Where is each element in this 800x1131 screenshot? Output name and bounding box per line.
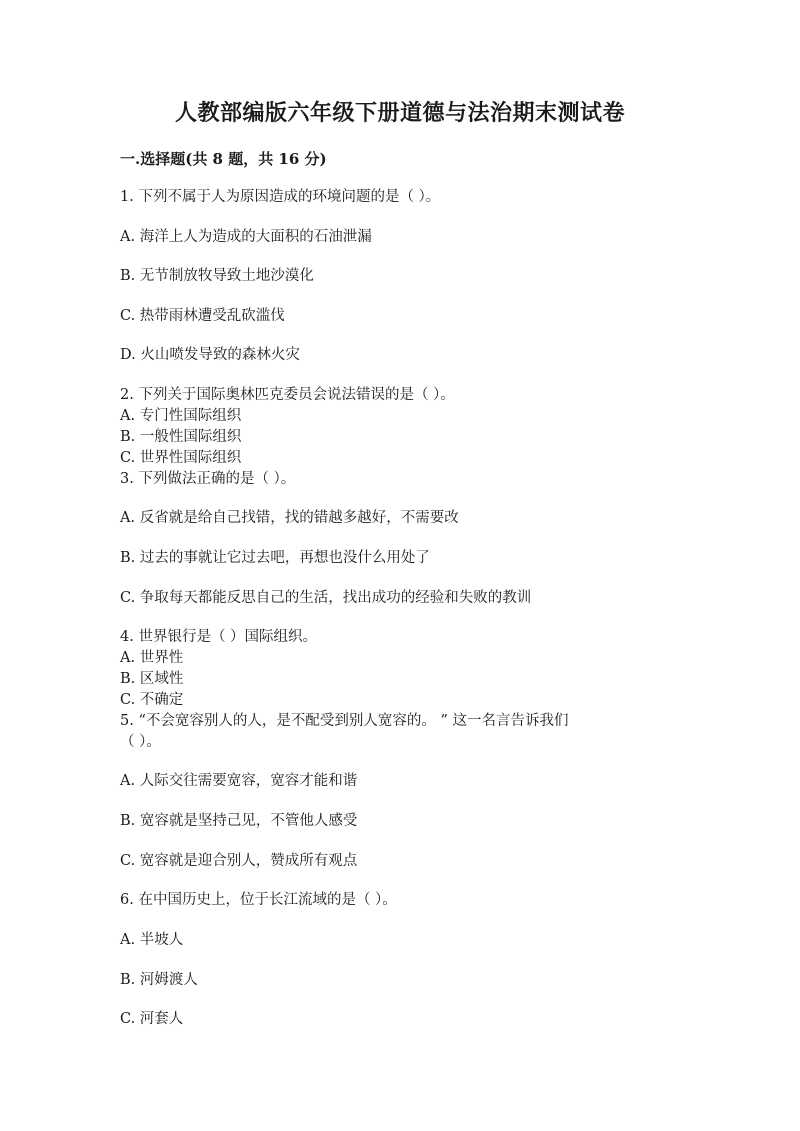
question-1-option-c: C. 热带雨林遭受乱砍滥伐 [120,308,285,324]
question-3-option-a: A. 反省就是给自己找错，找的错越多越好，不需要改 [120,510,459,526]
question-6-stem: 6. 在中国历史上，位于长江流域的是（ ）。 [120,892,397,908]
question-5-stem: 5. “不会宽容别人的人，是不配受到别人宽容的。 ” 这一名言告诉我们 [120,713,569,729]
question-2-option-a: A. 专门性国际组织 [120,408,242,424]
question-3-option-b: B. 过去的事就让它过去吧，再想也没什么用处了 [120,550,430,566]
question-6-option-c: C. 河套人 [120,1011,184,1027]
question-2-option-b: B. 一般性国际组织 [120,429,242,445]
question-1-option-b: B. 无节制放牧导致土地沙漠化 [120,268,314,284]
question-1-option-a: A. 海洋上人为造成的大面积的石油泄漏 [120,229,372,245]
section-heading: 一.选择题(共 8 题，共 16 分) [120,150,327,168]
exam-title: 人教部编版六年级下册道德与法治期末测试卷 [174,100,625,126]
question-6-option-a: A. 半坡人 [120,932,184,948]
question-5-option-c: C. 宽容就是迎合别人，赞成所有观点 [120,853,358,869]
question-6-option-b: B. 河姆渡人 [120,972,198,988]
question-2-stem: 2. 下列关于国际奥林匹克委员会说法错误的是（ ）。 [120,387,455,403]
question-3-stem: 3. 下列做法正确的是（ ）。 [120,471,296,487]
question-1-option-d: D. 火山喷发导致的森林火灾 [120,347,300,363]
question-4-option-b: B. 区域性 [120,671,184,687]
question-4-option-a: A. 世界性 [120,650,184,666]
question-5-stem-continued: （ ）。 [120,734,161,750]
question-1-stem: 1. 下列不属于人为原因造成的环境问题的是（ ）。 [120,189,441,205]
question-3-option-c: C. 争取每天都能反思自己的生活，找出成功的经验和失败的教训 [120,590,532,606]
question-5-option-b: B. 宽容就是坚持己见，不管他人感受 [120,813,358,829]
question-5-option-a: A. 人际交往需要宽容，宽容才能和谐 [120,773,358,789]
question-2-option-c: C. 世界性国际组织 [120,450,242,466]
question-4-option-c: C. 不确定 [120,692,184,708]
question-4-stem: 4. 世界银行是（ ）国际组织。 [120,629,318,645]
